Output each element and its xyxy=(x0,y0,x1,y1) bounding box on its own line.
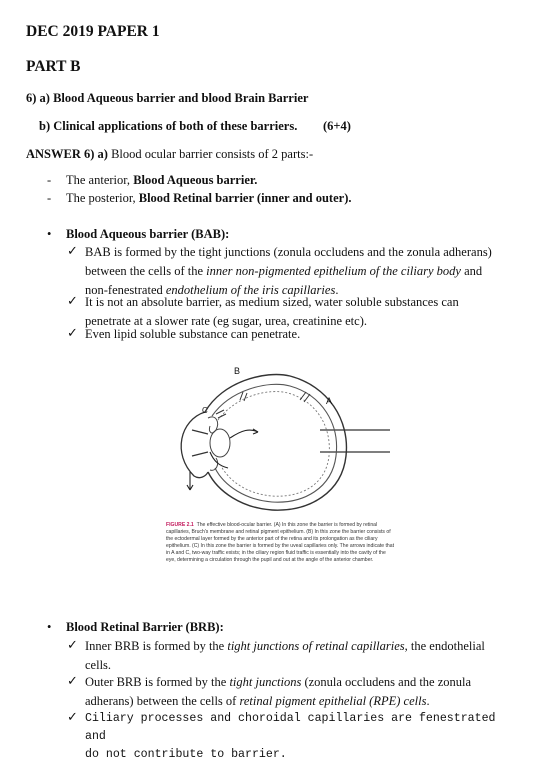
bab-point-1-line-c: non-fenestrated xyxy=(85,283,166,297)
bullet-marker: • xyxy=(47,227,52,241)
bab-point-1 xyxy=(85,243,517,300)
brb-point-2-line-a-end: (zonula occludens and the zonula xyxy=(301,675,472,689)
document-title: DEC 2019 PAPER 1 xyxy=(26,23,160,40)
figure-caption xyxy=(166,522,396,563)
brb-point-1-line-b: cells. xyxy=(85,658,112,672)
figure-label-a: A xyxy=(326,396,333,406)
brb-point-2 xyxy=(85,673,517,711)
check-icon: ✓ xyxy=(67,637,78,652)
brb-point-2-italic-b: retinal pigment epithelial (RPE) cells xyxy=(239,694,427,708)
dash-item-anterior xyxy=(66,171,257,190)
bab-point-3-text: Even lipid soluble substance can penetrate. xyxy=(85,327,301,341)
bab-point-2-line-a: It is not an absolute barrier, as medium sized, water soluble substances can xyxy=(85,295,459,309)
question-6b: b) Clinical applications of both of these barriers. xyxy=(39,119,298,133)
check-icon: ✓ xyxy=(67,709,78,724)
bab-point-1-line-b: between the cells of the xyxy=(85,264,207,278)
brb-point-3 xyxy=(85,710,517,764)
bullet-marker: • xyxy=(47,620,52,634)
bab-point-3 xyxy=(85,325,517,344)
figure-caption-label: FIGURE 2.1 xyxy=(166,522,194,528)
eye-diagram xyxy=(150,360,402,520)
brb-point-2-line-b-end: . xyxy=(426,694,430,708)
part-heading: PART B xyxy=(26,58,81,75)
bab-point-1-italic-b: inner non-pigmented epithelium of the ciliary body xyxy=(206,264,461,278)
dash-item-prefix: The posterior, xyxy=(66,191,139,205)
bab-point-1-line-c-end: . xyxy=(335,283,339,297)
answer-intro xyxy=(26,145,313,164)
dash-item-posterior xyxy=(66,189,351,208)
figure-caption-text: The effective blood-ocular barrier. (A) In this zone the barrier is formed by retinal capillaries, Bruch's membrane and retinal pigment epithelium. (B) In this zone the barrier consists of the ectodermal layer formed by the anterior part of the retina and its prolongation as the ciliary epithelium. (C) In this zone the barrier is formed by the uveal capillaries only. The arrows indicate that in A and C, two-way traffic exists; in the ciliary region fluid traffic is essentially into the cavity of the eye, determining a circulation through the pupil and out at the angle of the anterior chamber. xyxy=(166,522,395,563)
figure-label-c: C xyxy=(202,406,208,415)
question-6a: 6) a) Blood Aqueous barrier and blood Brain Barrier xyxy=(26,91,309,105)
bab-point-1-line-a: BAB is formed by the tight junctions (zonula occludens and the zonula adherans) xyxy=(85,245,492,259)
brb-point-2-line-a: Outer BRB is formed by the xyxy=(85,675,230,689)
question-marks: (6+4) xyxy=(323,119,351,133)
brb-point-3-line-a: Ciliary processes and choroidal capillaries are fenestrated and xyxy=(85,712,496,743)
brb-point-2-italic-a: tight junctions xyxy=(229,675,302,689)
brb-point-2-line-b: adherans) between the cells of xyxy=(85,694,240,708)
brb-point-1 xyxy=(85,637,517,675)
dash-item-prefix: The anterior, xyxy=(66,173,134,187)
dash-marker: - xyxy=(47,173,52,187)
check-icon: ✓ xyxy=(67,325,78,340)
brb-point-3-line-b: do not contribute to barrier. xyxy=(85,748,287,761)
answer-intro-text: Blood ocular barrier consists of 2 parts:- xyxy=(107,147,314,161)
bab-point-2-line-b: penetrate at a slower rate (eg sugar, urea, creatinine etc). xyxy=(85,314,367,328)
check-icon: ✓ xyxy=(67,673,78,688)
brb-point-1-line-a: Inner BRB is formed by the xyxy=(85,639,228,653)
dash-item-bold: Blood Aqueous barrier. xyxy=(133,173,258,187)
figure-label-b: B xyxy=(234,366,241,376)
bab-heading: Blood Aqueous barrier (BAB): xyxy=(66,227,230,241)
dash-item-bold: Blood Retinal barrier (inner and outer). xyxy=(138,191,352,205)
eye-barrier-figure xyxy=(150,360,402,608)
dash-marker: - xyxy=(47,191,52,205)
answer-label: ANSWER 6) a) xyxy=(26,147,108,161)
bab-point-1-italic-c: endothelium of the iris capillaries xyxy=(165,283,336,297)
bab-point-1-line-b-end: and xyxy=(460,264,483,278)
check-icon: ✓ xyxy=(67,243,78,258)
brb-point-1-italic: tight junctions of retinal capillaries xyxy=(227,639,405,653)
brb-heading: Blood Retinal Barrier (BRB): xyxy=(66,620,224,634)
brb-point-1-line-a-end: , the endothelial xyxy=(404,639,485,653)
check-icon: ✓ xyxy=(67,293,78,308)
